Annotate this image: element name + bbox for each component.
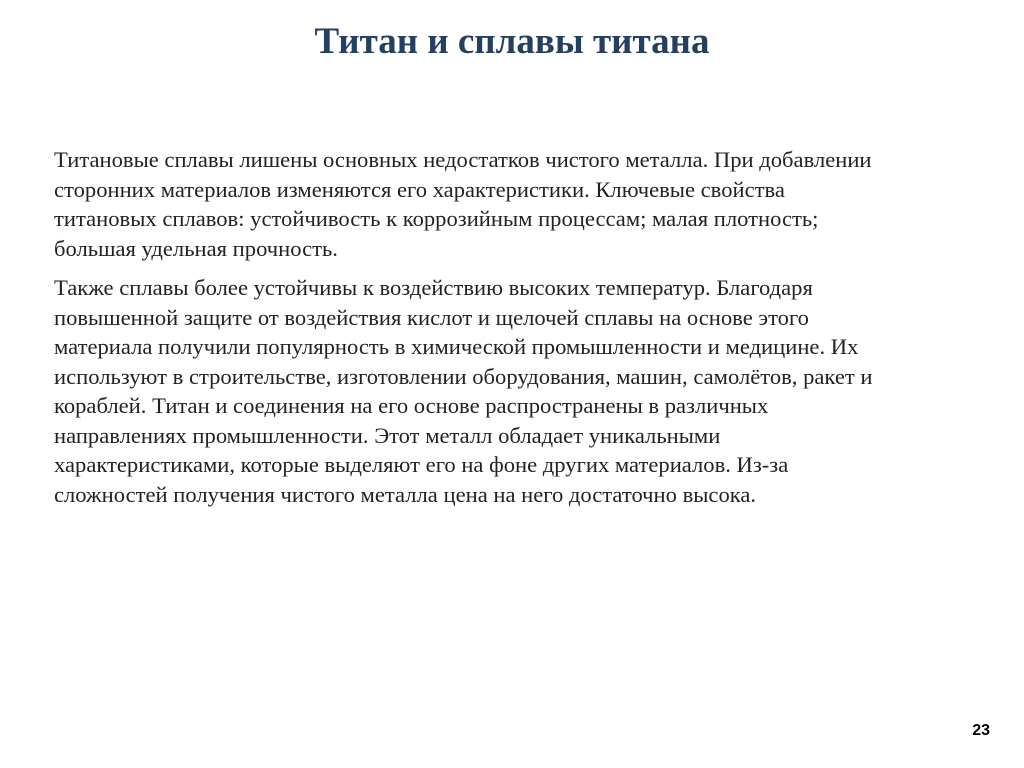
text-line: сторонних материалов изменяются его характеристики. Ключевые свойства: [54, 176, 785, 202]
text-line: сложностей получения чистого металла цена на него достаточно высока.: [54, 481, 757, 507]
text-line: титановых сплавов: устойчивость к коррозийным процессам; малая плотность;: [54, 206, 819, 231]
slide-title: Титан и сплавы титана: [314, 21, 710, 62]
text-line: материала получили популярность в химической промышленности и медицине. Их: [54, 334, 859, 359]
slide-body: [54, 145, 989, 509]
page-number: 23: [972, 722, 990, 739]
text-line: кораблей. Титан и соединения на его основе распространены в различных: [54, 393, 769, 418]
text-line: повышенной защите от воздействия кислот и щелочей сплавы на основе этого: [54, 304, 809, 330]
text-line: Титановые сплавы лишены основных недостатков чистого металла. При добавлении: [54, 147, 872, 172]
text-line: используют в строительстве, изготовлении оборудования, машин, самолётов, ракет и: [54, 363, 873, 389]
text-line: большая удельная прочность.: [54, 235, 338, 261]
text-line: Также сплавы более устойчивы к воздействию высоких температур. Благодаря: [54, 275, 813, 300]
text-line: характеристиками, которые выделяют его на фоне других материалов. Из-за: [54, 452, 789, 477]
text-line: направлениях промышленности. Этот металл обладает уникальными: [54, 422, 721, 448]
paragraph-properties: [54, 145, 989, 263]
paragraph-applications: [54, 273, 989, 509]
